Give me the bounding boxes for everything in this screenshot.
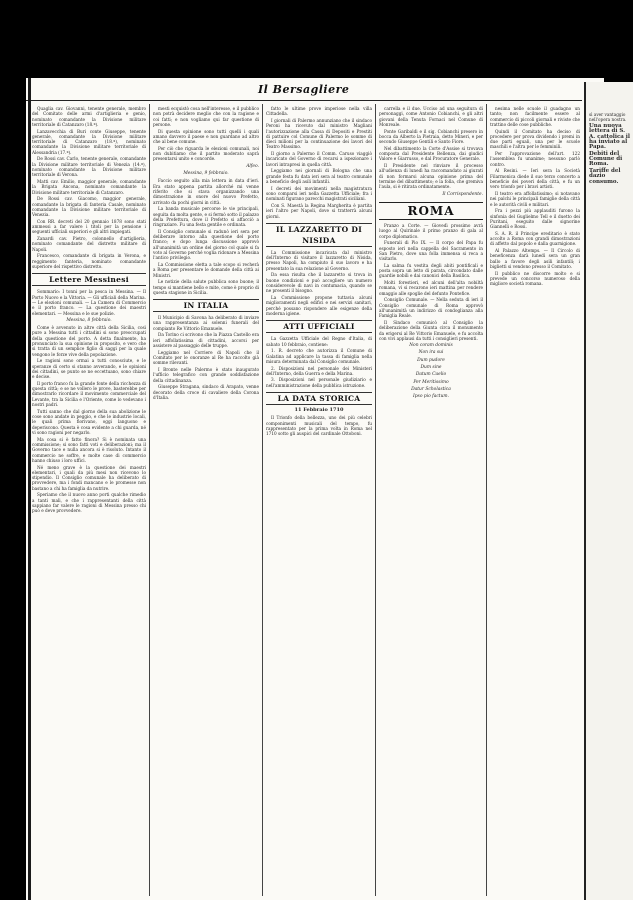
signature: Il Corrispondente. (442, 191, 483, 197)
paragraph: Di questa opinione sono tutti quelli i quali amano davvero il paese e non guardano ad altro che al bene comune. (153, 128, 259, 145)
paragraph: fatto le ultime prove imperiose nella villa Cittadella. (266, 106, 372, 117)
paragraph: Il Municipio di Savona ha deliberato di inviare una rappresentanza ai solenni funerali del compianto Re Vittorio Emanuele. (153, 315, 259, 331)
summary: Sommario: I tonni per la pesca in Messina. — Il Porto Nuovo e la Vittoria. — Gli ufficiali della Marina. — Le elezioni comunali. — La Camera di Commercio e il porto franco. — La questione dei maestri elementari. — Messina e le sue polizie. (32, 289, 146, 316)
paragraph: Il teatro era affollatissimo; si notavano nei palchi le principali famiglie della città e le autorità civili e militari. (490, 191, 580, 207)
paragraph: Leggiamo nei giornali di Bologna che una grande festa fu data ieri sera al teatro comunale a beneficio degli asili infantili. (266, 168, 372, 185)
paragraph: Nel dibattimento la Corte d'Assise si trovava composta dal Presidente Bellenza, dai giudici Valore e Giarrusso, e dal Procuratore Generale. (379, 145, 483, 162)
paragraph: La Commissione eletta a tale scopo si recherà a Roma per presentare le domande della città ai Ministri. (153, 261, 259, 278)
paragraph: Faccio seguito alla mia lettera in data d'ieri. Era stato appena partita allorché mi venne riferito che si stava organizzando una dimostrazione in onore del nuovo Prefetto, arrivato da pochi giorni in città. (153, 178, 259, 205)
paragraph: I giornali di Palermo annunziano che il sindaco Peroni ha ricevuto dal ministro Magliani l'autorizzazione alla Cassa di Depositi e Prestiti di pattuire col Comune di Palermo le somme di dieci milioni per la continuazione dei lavori del Teatro Massimo. (266, 117, 372, 150)
epitaph-line: Datur Scholastica (411, 386, 451, 392)
paragraph: 3. Disposizioni nel personale giudiziario e nell'amministrazione della pubblica istruzione. (266, 377, 372, 388)
paragraph: Pranzo a Corte. — Giovedì prossimo avrà luogo al Quirinale il primo pranzo di gala al corpo diplomatico. (379, 222, 483, 239)
epitaph-line: Ipso pio factum. (413, 394, 449, 400)
column-4 (379, 106, 483, 896)
column-rule (149, 104, 150, 896)
section-title: Lettere Messinesi (32, 273, 146, 286)
paragraph: Il Trionfo della bellezza, uno dei più celebri componimenti musicali del tempo, fu rappresentato per la prima volta in Roma nel 1710 sotto gli auspici del cardinale Ottoboni. (266, 415, 372, 437)
newspaper-page (26, 78, 604, 900)
signature: Alfeo. (246, 163, 259, 169)
paragraph: De Rossi cav. Carlo, tenente generale, comandante la Divisione militare territoriale di Venezia (14.ª), nominato comandante la Divisione militare territoriale di Verona. (32, 156, 146, 178)
section-title-roma: ROMA (379, 202, 483, 220)
inscription-line: Dum pudore (417, 357, 445, 363)
paragraph: carrella e il due. Ucciso ad una seguitura di personaggi, come Antonio Cobianchi, e gli altri giovani della Tenuta Fornaci nel Comune di Monreale. (379, 106, 483, 127)
paragraph: Né meno grave è la questione dei maestri elementari, i quali da più mesi non ricevono lo stipendio. Il Consiglio comunale ha deliberato di provvedere, ma i fondi mancano e le promesse non bastano a chi ha famiglia da nutrire. (32, 464, 146, 491)
paragraph: Lanzavecchia di Buri conte Giuseppe, tenente generale, comandante la Divisione militare territoriale di Catanzaro (18.ª), nominato comandante la Divisione militare territoriale di Alessandria (17.ª). (32, 128, 146, 155)
paragraph: 2. Disposizioni nel personale dei Ministeri dell'Interno, della Guerra e della Marina. (266, 365, 372, 376)
paragraph: La banda musicale percorse le vie principali, seguita da molta gente, e si fermò sotto il palazzo della Prefettura, dove il Prefetto si affacciò a ringraziare. Fu una festa gentile e ordinata. (153, 206, 259, 228)
paragraph: I decreti dei movimenti nella magistratura sono comparsi ieri nella Gazzetta Ufficiale; fra i nominati figurano parecchi magistrati siciliani. (266, 185, 372, 202)
paragraph: Da Torino ci scrivono che la Piazza Castello era ieri affollatissima di cittadini, accorsi per assistere al passaggio delle truppe. (153, 332, 259, 349)
section-title: IN ITALIA (153, 299, 259, 312)
section-title: LA DATA STORICA (266, 392, 372, 405)
paragraph: Per l'approvazione dell'art. 122 l'assemblea fu unanime; nessuno parlò contro. (490, 151, 580, 167)
paragraph: La salma fu vestita degli abiti pontificali e posta sopra un letto di parata, circondato dalle guardie nobili e dai canonici della Basilica. (379, 262, 483, 279)
paragraph: Ma cosa si è fatto finora? Si è nominata una commissione; si sono fatti voti e deliberazioni; ma il Governo tace e nulla ancora si è risoluto. Intanto il commercio ne soffre, e molte case di commercio hanno chiuso i loro uffici. (32, 436, 146, 463)
paragraph: nesima nelle scuole il guadagno un tanto; non facilmente essere al commercio di piccoli giornali e riviste che trattino delle cose pubbliche. (490, 106, 580, 127)
section-title: IL LAZZARETTO DI NISIDA (266, 223, 372, 247)
paragraph: De Rossi cav. Giacomo, maggior generale, comandante la brigata di fanteria Casale, nominato comandante la Divisione militare territoriale di Venezia. (32, 196, 146, 218)
paragraph: Il porto franco fu la grande fonte della ricchezza di questa città; e se ne vollero le prove, basterebbe per dimostrarlo ricordare il movimento commerciale del Levante, tra la Sicilia e l'Oriente, come lo vedevano i nostri padri. (32, 380, 146, 408)
inscription-line: Dum sine (420, 365, 442, 370)
paragraph: Zanardi cav. Pietro, colonnello d'artiglieria, nominato comandante del distretto militare di Napoli. (32, 236, 146, 252)
adjacent-page-text (589, 112, 631, 186)
paragraph: Con RR. decreti del 20 gennaio 1878 sono stati ammessi a far valere i titoli per la pensione i seguenti ufficiali superiori e gli altri impiegati. (32, 218, 146, 235)
column-rule (486, 104, 487, 896)
dateline: Messina, 9 febbraio. (183, 171, 229, 177)
section-title: ATTI UFFICIALI (266, 320, 372, 333)
paragraph: Quindi il Comitato ha deciso di procedere per prova dividendo i premi in due parti eguali, una per le scuole maschili e l'altra per le femminili. (490, 128, 580, 150)
paragraph: Per ciò che riguarda le elezioni comunali, noi non dubitiamo che il partito moderato saprà presentarsi unito e concorde. (153, 145, 259, 162)
paragraph: Giuseppe Stragana, sindaco di Arapato, venne decorato della croce di cavaliere della Corona d'Italia. (153, 384, 259, 400)
column-rule (262, 104, 263, 896)
paragraph: Il giorno a Palermo il Comm. Caruso viaggiò incaricato del Governo di recarsi a ispezionare i lavori intrapresi in quella città. (266, 151, 372, 167)
masthead (26, 82, 582, 101)
inscription-line: Non ira sui (418, 350, 444, 356)
column-5 (490, 106, 580, 896)
paragraph: Debiti del Comune di Roma. (589, 150, 623, 168)
paragraph: Da essa risulta che il lazzaretto si trova in buone condizioni e può accogliere un numero considerevole di navi in contumacia, quando se ne presenti il bisogno. (266, 272, 372, 294)
epitaph-line: Per Meritissimo (413, 379, 449, 385)
paragraph: Al Resini. — Ieri sera la Società Filarmonica diede il suo terzo concerto a beneficio dei poveri della città, e fu un vero trionfo per i bravi artisti. (490, 168, 580, 190)
paragraph: Molti forestieri, ed alcuni dell'alta nobiltà romana, vi si recarono ieri mattina per rendere omaggio alle spoglie del defunto Pontefice. (379, 280, 483, 296)
paragraph: Una nuova lettera di S. A. cattolica il ha inviato al Papa. (589, 122, 630, 151)
paragraph: mesti ecquistò cosa nell'interesse, e il pubblico non potrà decidere meglio che con la ragione e coi fatti; e non vogliamo qui far questione di persone. (153, 106, 259, 127)
paragraph: 1. R. decreto che autorizza il Comune di Galatina ad applicare la tassa di famiglia nella misura determinata dal Consiglio comunale. (266, 348, 372, 364)
paragraph: Matti cav. Emilio, maggior generale, comandante la Brigata Ancona, nominato comandante la Divisione militare territoriale di Catanzaro. (32, 179, 146, 195)
paragraph: Come è avvenuto in altre città della Sicilia, così pure a Messina tutti i cittadini si sono preoccupati della questione del porto. A detta finalmente, ha pronunciato la sua opinione in proposito, e vero che si tratta di un semplice figlio di saggi per la quale vengono le forze vive della popolazione. (32, 325, 146, 357)
paragraph: S. A. R. il Principe ereditario è stato accolto a Roma con grandi dimostrazioni di affetto dal popolo e dalla guarnigione. (490, 230, 580, 247)
paragraph: Francesco, comandante di brigata in Verona, e reggimento fanteria, nominato comandante superiore del rispettivo distretto. (32, 253, 146, 270)
paragraph: sì aver vantaggio nell'opera nostra. (589, 112, 627, 123)
adjacent-page-strip (584, 82, 633, 900)
paragraph: La Gazzetta Ufficiale del Regno d'Italia, di sabato 10 febbraio, contiene: (266, 336, 372, 347)
column-rule (375, 104, 376, 896)
paragraph: Con S. Maestà la Regina Margherita è partita ieri l'altro per Napoli, dove si tratterrà alcuni giorni. (266, 203, 372, 219)
paragraph: Consiglio Comunale. — Nella seduta di ieri il Consiglio comunale di Roma approvò all'unanimità un indirizzo di condoglianza alla Famiglia Reale. (379, 297, 483, 319)
column-3 (266, 106, 372, 896)
paragraph: Ponte Garibaldi e il sig. Cobianchi presero in bocca da Alberto la Pietraia, detto Mineri, e per secondo Giuseppe Gentili e Santo Fiore. (379, 128, 483, 145)
paragraph: Le ragioni sono ormai a tutti conosciute, e le speranze di certo si stanno avverando, e le opinioni dei cittadini, se punto se ne eccettuano, sono chiare e decise. (32, 358, 146, 380)
column-2 (153, 106, 259, 896)
paragraph: Al Palazzo Altemps. — Il Circolo di beneficenza darà lunedì sera un gran ballo a favore degli asili infantili; i biglietti si vendono presso il Comitato. (490, 248, 580, 270)
epitaph-line: Datum Caelio (415, 372, 447, 378)
paragraph: Il Sindaco comunicò al Consiglio la deliberazione della Giunta circa il monumento da erigersi al Re Vittorio Emanuele, e fu accolta con vivi applausi da tutti i consiglieri presenti. (379, 319, 483, 341)
paragraph: Le notizie della salute pubblica sono buone; il tempo si mantiene bello e mite, come è proprio di questa stagione in Sicilia. (153, 279, 259, 295)
paragraph: Il pubblico ne discorre molto e si prevede un concorso numeroso della migliore società romana. (490, 270, 580, 287)
paragraph: Tutti sanno che dal giorno della sua abolizione le cose sono andate in peggio, e che le industrie locali, le quali prima fiorivano, oggi languono e deperiscono. Questa è cosa evidente a chi guarda, né vi sono ragioni per negarlo. (32, 408, 146, 435)
page-edge-shadow (28, 78, 31, 900)
paragraph: Tariffe del dazio consumo. (589, 168, 621, 185)
paragraph: Speriamo che il nuovo anno porti qualche rimedio a tanti mali, e che i rappresentanti della città sappiano far valere le ragioni di Messina presso chi può e deve provvedere. (32, 492, 146, 514)
paragraph: Quaglia cav. Giovanni, tenente generale, membro del Comitato delle armi d'artiglieria e genio, nominato comandante la Divisione militare territoriale di Catanzaro (18.ª). (32, 106, 146, 127)
newspaper-title: Il Bersagliere (258, 83, 350, 96)
paragraph: Leggiamo nel Corriere di Napoli che il Comitato per le onoranze al Re ha raccolto già somme rilevanti. (153, 349, 259, 366)
paragraph: La Commissione propone tuttavia alcuni miglioramenti negli edifici e nei servizi sanitari, perché possano rispondere alle esigenze della moderna igiene. (266, 295, 372, 316)
paragraph: La Commissione incaricata dal ministro dell'Interno di visitare il lazzaretto di Nisida, presso Napoli, ha compiuto il suo lavoro e ha presentato la sua relazione al Governo. (266, 249, 372, 271)
column-1 (32, 106, 146, 896)
paragraph: Il Presidente nel rinviare il processo all'udienza di lunedì ha raccomandato ai giurati di non formarsi alcuna opinione prima del termine del dibattimento; e la folla, che gremiva l'aula, si è ritirata ordinatamente. (379, 163, 483, 190)
paragraph: Il Consiglio comunale si radunò ieri sera per deliberare intorno alla questione del porto franco; e dopo lunga discussione approvò all'unanimità un ordine del giorno col quale si fa voto al Governo perché voglia ridonare a Messina l'antico privilegio. (153, 228, 259, 261)
paragraph: I Bronte nelle Palermo è stato inaugurato l'ufficio telegrafico con grande soddisfazione della cittadinanza. (153, 366, 259, 383)
paragraph: Funerali di Pio IX. — Il corpo del Papa fu esposto ieri nella cappella del Sacramento in San Pietro, dove una folla immensa si reca a visitarlo. (379, 240, 483, 262)
inscription-line: Non coram dominis (409, 343, 453, 349)
historic-date: 11 Febbraio 1710 (294, 407, 344, 414)
paragraph: Fra i pezzi più applauditi furono la sinfonia del Guglielmo Tell e il duetto dei Puritani, eseguito dalle signorine Giannelli e Rossi. (490, 208, 580, 230)
dateline: Messina, 8 febbraio. (66, 317, 112, 323)
